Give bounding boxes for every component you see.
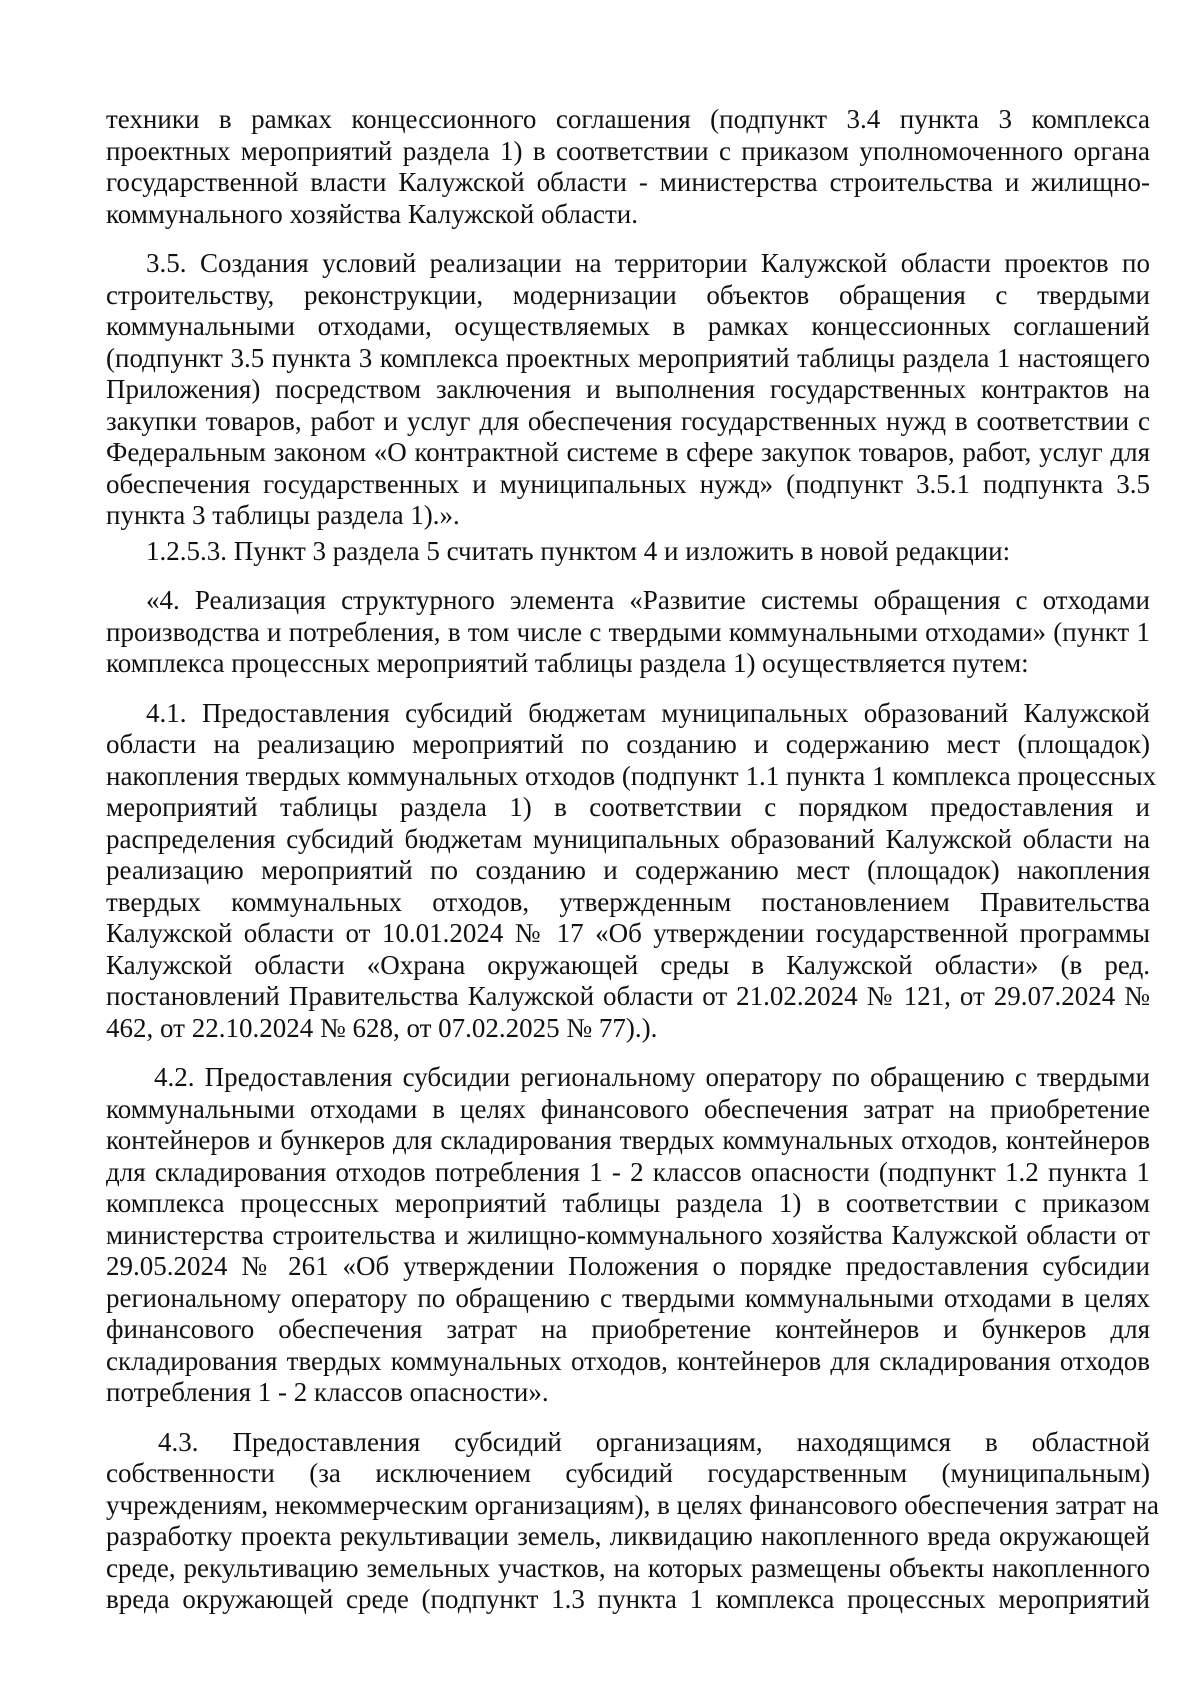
text-line: техники в рамках концессионного соглашения (подпункт 3.4 пункта 3 комплекса [106, 104, 1150, 134]
paragraph-4 [106, 585, 1150, 680]
text-line: 3.5. Создания условий реализации на территории Калужской области проектов по [146, 248, 1150, 278]
text-line: производства и потребления, в том числе с твердыми коммунальными отходами» (пункт 1 [106, 616, 1150, 647]
text-line: разработку проекта рекультивации земель, ликвидацию накопленного вреда окружающей [106, 1521, 1150, 1551]
text-line: учреждениям, некоммерческим организациям), в целях финансового обеспечения затрат на [106, 1489, 1159, 1520]
text-line: среде, рекультивацию земельных участков, на которых размещены объекты накопленного [106, 1552, 1150, 1583]
text-line: коммунального хозяйства Калужской области. [106, 198, 638, 229]
text-line: региональному оператору по обращению с твердыми коммунальными отходами в целях [106, 1282, 1150, 1313]
paragraph-continuation [106, 104, 1150, 230]
text-line: Приложения) посредством заключения и выполнения государственных контрактов на [106, 374, 1150, 404]
text-line: накопления твердых коммунальных отходов (подпункт 1.1 пункта 1 комплекса процессных [106, 760, 1157, 791]
document-body [106, 104, 1159, 1616]
text-line: строительству, реконструкции, модернизации объектов обращения с твердыми [106, 279, 1150, 310]
text-line: области на реализацию мероприятий по созданию и содержанию мест (площадок) [106, 729, 1150, 759]
text-line: распределения субсидий бюджетам муниципальных образований Калужской области на [106, 823, 1150, 854]
text-line: 4.2. Предоставления субсидии региональному оператору по обращению с твердыми [154, 1062, 1150, 1092]
text-line: собственности (за исключением субсидий государственным (муниципальным) [106, 1458, 1150, 1488]
text-line: вреда окружающей среде (подпункт 1.3 пункта 1 комплекса процессных мероприятий [106, 1584, 1150, 1614]
text-line: Калужской области «Охрана окружающей среды в Калужской области» (в ред. [106, 949, 1150, 980]
text-line: мероприятий таблицы раздела 1) в соответствии с порядком предоставления и [106, 792, 1150, 822]
text-line: реализацию мероприятий по созданию и содержанию мест (площадок) накопления [106, 855, 1150, 885]
text-line: постановлений Правительства Калужской области от 21.02.2024 № 121, от 29.07.2024 № [106, 981, 1150, 1011]
paragraph-3-5 [106, 248, 1150, 532]
paragraph-4-3 [106, 1426, 1159, 1616]
text-line: контейнеров и бункеров для складирования твердых коммунальных отходов, контейнеров [106, 1125, 1150, 1155]
text-line: государственной власти Калужской области - министерства строительства и жилищно- [106, 167, 1150, 197]
text-line: 4.3. Предоставления субсидий организациям, находящимся в областной [158, 1426, 1150, 1457]
text-line: потребления 1 - 2 классов опасности». [106, 1377, 549, 1407]
text-line: Федеральным законом «О контрактной системе в сфере закупок товаров, работ, услуг для [106, 437, 1150, 467]
text-line: коммунальными отходами, осуществляемых в рамках концессионных соглашений [106, 311, 1150, 341]
text-line: комплекса процессных мероприятий таблицы раздела 1) осуществляется путем: [106, 648, 1029, 678]
text-line: комплекса процессных мероприятий таблицы раздела 1) в соответствии с приказом [106, 1188, 1150, 1218]
text-line: 29.05.2024 № 261 «Об утверждении Положения о порядке предоставления субсидии [106, 1251, 1150, 1281]
paragraph-4-2 [106, 1062, 1150, 1409]
text-line: 4.1. Предоставления субсидий бюджетам муниципальных образований Калужской [146, 697, 1150, 728]
text-line: проектных мероприятий раздела 1) в соответствии с приказом уполномоченного органа [106, 135, 1150, 166]
text-line: министерства строительства и жилищно-коммунального хозяйства Калужской области от [106, 1219, 1150, 1250]
paragraph-1-2-5-3 [106, 536, 1150, 568]
text-line: для складирования отходов потребления 1 - 2 классов опасности (подпункт 1.2 пункта 1 [106, 1156, 1150, 1187]
paragraph-4-1 [106, 697, 1157, 1045]
text-line: 462, от 22.10.2024 № 628, от 07.02.2025 № 77).). [106, 1012, 658, 1043]
text-line: (подпункт 3.5 пункта 3 комплекса проектных мероприятий таблицы раздела 1 настоящего [106, 342, 1150, 373]
text-line: Калужской области от 10.01.2024 № 17 «Об утверждении государственной программы [106, 918, 1150, 948]
text-line: пункта 3 таблицы раздела 1).». [106, 500, 460, 530]
text-line: 1.2.5.3. Пункт 3 раздела 5 считать пунктом 4 и изложить в новой редакции: [146, 535, 1011, 566]
text-line: финансового обеспечения затрат на приобретение контейнеров и бункеров для [106, 1314, 1150, 1344]
text-line: складирования твердых коммунальных отходов, контейнеров для складирования отходов [106, 1345, 1150, 1376]
text-line: обеспечения государственных и муниципальных нужд» (подпункт 3.5.1 подпункта 3.5 [106, 468, 1150, 499]
text-line: закупки товаров, работ и услуг для обеспечения государственных нужд в соответствии с [106, 405, 1150, 436]
text-line: «4. Реализация структурного элемента «Развитие системы обращения с отходами [146, 585, 1150, 615]
text-line: коммунальными отходами в целях финансового обеспечения затрат на приобретение [106, 1093, 1150, 1124]
text-line: твердых коммунальных отходов, утвержденным постановлением Правительства [106, 886, 1150, 917]
